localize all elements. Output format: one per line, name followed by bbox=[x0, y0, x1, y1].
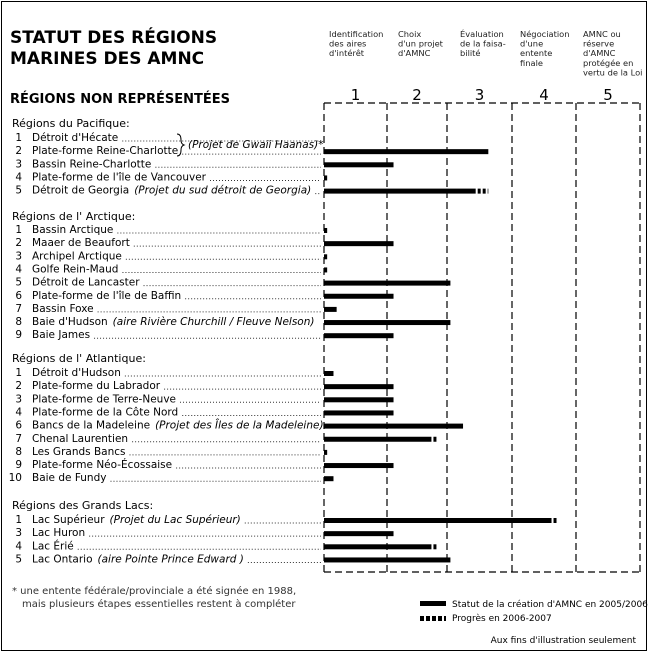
legend-dashed-label: Progrès en 2006-2007 bbox=[452, 614, 552, 624]
group-title-2: Régions de l' Arctique: bbox=[12, 210, 136, 223]
stage-label-5-line-3: d'AMNC bbox=[583, 48, 616, 59]
region-1-4-status-bar bbox=[324, 175, 327, 180]
stage-label-3-line-2: de la faisa- bbox=[460, 38, 506, 49]
stage-label-1-line-2: des aires bbox=[329, 38, 367, 49]
region-3-8-status-bar bbox=[324, 463, 394, 468]
region-2-2-number: 2 bbox=[15, 237, 22, 250]
region-2-8-number: 8 bbox=[15, 316, 22, 329]
region-4-1-name: Lac Supérieur bbox=[32, 514, 105, 526]
region-3-6-number: 7 bbox=[15, 432, 22, 445]
region-4-1-number: 1 bbox=[15, 514, 22, 526]
region-4-1-note: (Projet du Lac Supérieur) bbox=[109, 514, 241, 526]
region-2-9-number: 9 bbox=[15, 329, 22, 342]
region-2-8-note: (aire Rivière Churchill / Fleuve Nelson) bbox=[112, 316, 315, 329]
region-3-5-status-bar bbox=[324, 424, 463, 429]
region-3-3-name: Plate-forme de Terre-Neuve bbox=[32, 393, 176, 406]
chart-title-line-1: STATUT DES RÉGIONS bbox=[10, 28, 218, 48]
region-2-1-number: 1 bbox=[15, 224, 22, 236]
region-1-1-name: Détroit d'Hécate bbox=[32, 132, 119, 144]
region-1-2-number: 2 bbox=[15, 145, 22, 158]
region-4-3-number: 4 bbox=[15, 540, 22, 553]
region-2-6-name: Plate-forme de l'île de Baffin bbox=[32, 289, 182, 302]
region-2-4-name: Golfe Rein-Maud bbox=[32, 263, 119, 276]
region-3-2-status-bar bbox=[324, 384, 394, 389]
region-1-3-number: 3 bbox=[15, 158, 22, 171]
region-1-2-name: Plate-forme Reine-Charlotte bbox=[32, 145, 179, 158]
stage-label-4-line-4: finale bbox=[520, 57, 543, 68]
region-1-5-number: 5 bbox=[15, 184, 22, 197]
region-3-8-number: 9 bbox=[15, 459, 22, 472]
region-4-2-name: Lac Huron bbox=[32, 527, 86, 540]
region-2-3-number: 3 bbox=[15, 250, 22, 263]
stage-number-4: 4 bbox=[539, 86, 549, 104]
region-2-2-name: Maaer de Beaufort bbox=[32, 237, 130, 250]
region-3-7-status-bar bbox=[324, 450, 327, 455]
region-2-2-status-bar bbox=[324, 241, 394, 246]
region-3-9-status-bar bbox=[324, 476, 333, 481]
stage-number-2: 2 bbox=[412, 86, 422, 104]
group-title-1: Régions du Pacifique: bbox=[12, 117, 130, 130]
region-3-1-name: Détroit d'Hudson bbox=[32, 367, 121, 379]
stage-label-2-line-2: d'un projet bbox=[398, 38, 443, 49]
region-2-8-status-bar bbox=[324, 320, 450, 325]
region-3-1-number: 1 bbox=[15, 367, 22, 379]
region-3-6-name: Chenal Laurentien bbox=[32, 432, 129, 445]
region-2-9-status-bar bbox=[324, 333, 394, 338]
stage-label-5-line-5: vertu de la Loi bbox=[583, 67, 643, 78]
pacific-bracket-note: (Projet de Gwaii Haanas)* bbox=[188, 139, 324, 151]
region-3-1-status-bar bbox=[324, 371, 333, 376]
region-2-7-status-bar bbox=[324, 307, 337, 312]
stage-label-2-line-3: d'AMNC bbox=[398, 48, 431, 59]
region-2-5-number: 5 bbox=[15, 276, 22, 289]
chart-title-line-2: MARINES DES AMNC bbox=[10, 49, 205, 69]
stage-label-4-line-2: d'une bbox=[520, 38, 544, 49]
region-2-5-status-bar bbox=[324, 281, 450, 286]
region-1-5-name: Détroit de Georgia bbox=[32, 184, 130, 197]
region-3-4-status-bar bbox=[324, 410, 394, 415]
region-1-5-note: (Projet du sud détroit de Georgia) bbox=[134, 184, 312, 197]
stage-label-3-line-1: Évaluation bbox=[460, 29, 504, 39]
region-1-5-status-bar bbox=[324, 189, 476, 194]
stage-number-3: 3 bbox=[474, 86, 485, 104]
group-title-3: Régions de l' Atlantique: bbox=[12, 352, 146, 365]
region-2-8-name: Baie d'Hudson bbox=[32, 316, 108, 329]
region-2-7-number: 7 bbox=[15, 302, 22, 315]
stage-label-3-line-3: bilité bbox=[460, 48, 481, 59]
region-4-3-status-bar bbox=[324, 544, 431, 549]
stage-label-4-line-1: Négociation bbox=[520, 29, 570, 39]
region-2-4-number: 4 bbox=[15, 263, 22, 276]
footnote-line-2: mais plusieurs étapes essentielles restent à compléter bbox=[22, 599, 296, 610]
region-2-1-name: Bassin Arctique bbox=[32, 224, 114, 236]
stage-label-5-line-4: protégée en bbox=[583, 57, 634, 68]
region-3-5-note: (Projet des Îles de la Madeleine) bbox=[155, 419, 324, 432]
region-4-4-status-bar bbox=[324, 557, 450, 562]
region-3-3-number: 3 bbox=[15, 393, 22, 406]
stage-label-1-line-1: Identification bbox=[329, 29, 384, 39]
region-4-4-name: Lac Ontario bbox=[32, 553, 93, 566]
region-2-3-name: Archipel Arctique bbox=[32, 250, 122, 263]
region-3-4-number: 4 bbox=[15, 406, 22, 419]
region-3-5-name: Bancs de la Madeleine bbox=[32, 419, 151, 432]
region-3-3-status-bar bbox=[324, 397, 394, 402]
region-3-9-name: Baie de Fundy bbox=[32, 472, 107, 485]
region-4-3-name: Lac Érié bbox=[32, 540, 74, 553]
region-3-2-name: Plate-forme du Labrador bbox=[32, 380, 161, 393]
legend-solid-label: Statut de la création d'AMNC en 2005/2006 bbox=[452, 600, 648, 610]
region-1-1-number: 1 bbox=[15, 132, 22, 144]
region-2-6-status-bar bbox=[324, 294, 394, 299]
region-4-1-status-bar bbox=[324, 518, 552, 523]
region-1-4-name: Plate-forme de l'île de Vancouver bbox=[32, 171, 206, 184]
group-title-4: Régions des Grands Lacs: bbox=[12, 499, 154, 512]
stage-label-2-line-1: Choix bbox=[398, 29, 422, 39]
region-4-2-number: 3 bbox=[15, 527, 22, 540]
region-2-6-number: 6 bbox=[15, 289, 22, 302]
region-2-9-name: Baie James bbox=[32, 329, 91, 342]
region-1-3-status-bar bbox=[324, 162, 394, 167]
stage-number-1: 1 bbox=[350, 86, 361, 104]
region-2-1-status-bar bbox=[324, 228, 327, 233]
region-4-4-note: (aire Pointe Prince Edward ) bbox=[97, 553, 244, 566]
region-3-5-number: 6 bbox=[15, 419, 22, 432]
region-3-9-number: 10 bbox=[8, 472, 22, 485]
region-4-2-status-bar bbox=[324, 531, 394, 536]
stage-label-5-line-1: AMNC ou bbox=[583, 29, 621, 39]
stage-label-1-line-3: d'intérêt bbox=[329, 48, 365, 59]
region-3-4-name: Plate-forme de la Côte Nord bbox=[32, 406, 179, 419]
disclaimer: Aux fins d'illustration seulement bbox=[490, 636, 636, 646]
region-2-3-status-bar bbox=[324, 254, 327, 259]
region-3-2-number: 2 bbox=[15, 380, 22, 393]
legend-solid-swatch bbox=[420, 601, 446, 606]
footnote-line-1: * une entente fédérale/provinciale a été signée en 1988, bbox=[12, 586, 297, 597]
region-3-8-name: Plate-forme Néo-Écossaise bbox=[32, 459, 173, 472]
stage-label-5-line-2: réserve bbox=[583, 38, 615, 49]
stage-number-5: 5 bbox=[603, 86, 613, 104]
region-3-7-number: 8 bbox=[15, 445, 22, 458]
region-1-3-name: Bassin Reine-Charlotte bbox=[32, 158, 152, 171]
region-2-4-status-bar bbox=[324, 267, 327, 272]
region-3-6-status-bar bbox=[324, 437, 431, 442]
region-1-2-status-bar bbox=[324, 149, 488, 154]
region-3-7-name: Les Grands Bancs bbox=[32, 445, 126, 458]
region-2-5-name: Détroit de Lancaster bbox=[32, 276, 140, 289]
region-2-7-name: Bassin Foxe bbox=[32, 302, 94, 315]
region-1-4-number: 4 bbox=[15, 171, 22, 184]
region-4-4-number: 5 bbox=[15, 553, 22, 566]
stage-label-4-line-3: entente bbox=[520, 48, 553, 59]
section-heading: RÉGIONS NON REPRÉSENTÉES bbox=[10, 92, 230, 107]
